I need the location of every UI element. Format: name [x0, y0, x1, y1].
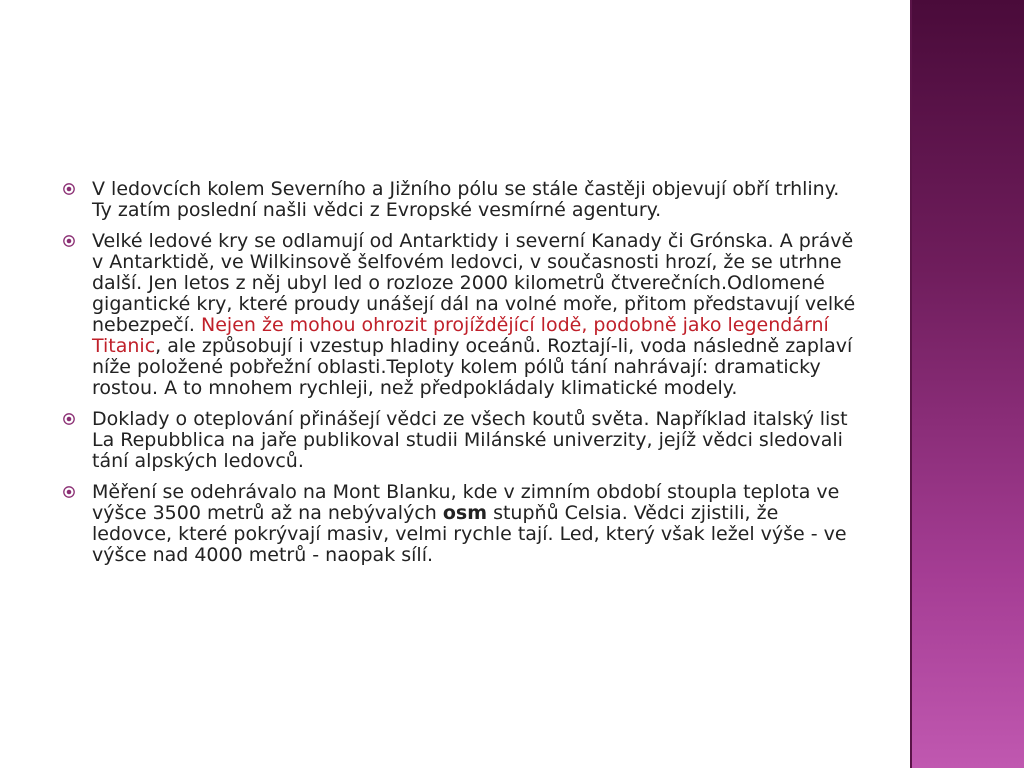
bullet-text: Měření se odehrávalo na Mont Blanku, kde v zimním období stoupla teplota ve výšce 3500 metrů až na nebývalých: [92, 481, 840, 524]
circle-bullet-icon: [62, 485, 76, 499]
highlighted-text: Nejen že mohou ohrozit projíždějící lodě, podobně jako legendární Titanic: [92, 314, 829, 357]
bullet-text: Velké ledové kry se odlamují od Antarktidy i severní Kanady či Grónska. A právě v Antarktidě, ve Wilkinsově šelfovém ledovci, v současnosti hrozí, že se utrhne další. Jen letos z něj ubyl led o rozloze 2000 kilometrů čtverečních.Odlomené gigantické kry, které proudy unášejí dál na volné moře, přitom představují velké nebezpečí.: [92, 230, 856, 336]
bullet-text: Doklady o oteplování přinášejí vědci ze všech koutů světa. Například italský list La Repubblica na jaře publikoval studii Milánské univerzity, jejíž vědci sledovali tání alpských ledovců.: [92, 408, 848, 472]
list-item: [62, 231, 862, 399]
list-item: [62, 409, 862, 472]
bullet-list: [62, 179, 862, 576]
bullet-text-continued: , ale způsobují i vzestup hladiny oceánů. Roztají-li, voda následně zaplaví níže položené pobřežní oblasti.Teploty kolem pólů tání nahrávají: dramaticky rostou. A to mnohem rychleji, než předpokládaly klimatické modely.: [92, 335, 853, 399]
side-decorative-band: [912, 0, 1024, 768]
circle-bullet-icon: [62, 182, 76, 196]
circle-bullet-icon: [62, 234, 76, 248]
bold-text: osm: [442, 502, 488, 524]
circle-bullet-icon: [62, 412, 76, 426]
list-item: [62, 179, 862, 221]
list-item: [62, 482, 862, 566]
bullet-text-continued: stupňů Celsia. Vědci zjistili, že ledovce, které pokrývají masiv, velmi rychle tají. Led, který však ležel výše - ve výšce nad 4000 metrů - naopak sílí.: [92, 502, 847, 566]
bullet-text: V ledovcích kolem Severního a Jižního pólu se stále častěji objevují obří trhliny. Ty zatím poslední našli vědci z Evropské vesmírné agentury.: [92, 178, 840, 221]
